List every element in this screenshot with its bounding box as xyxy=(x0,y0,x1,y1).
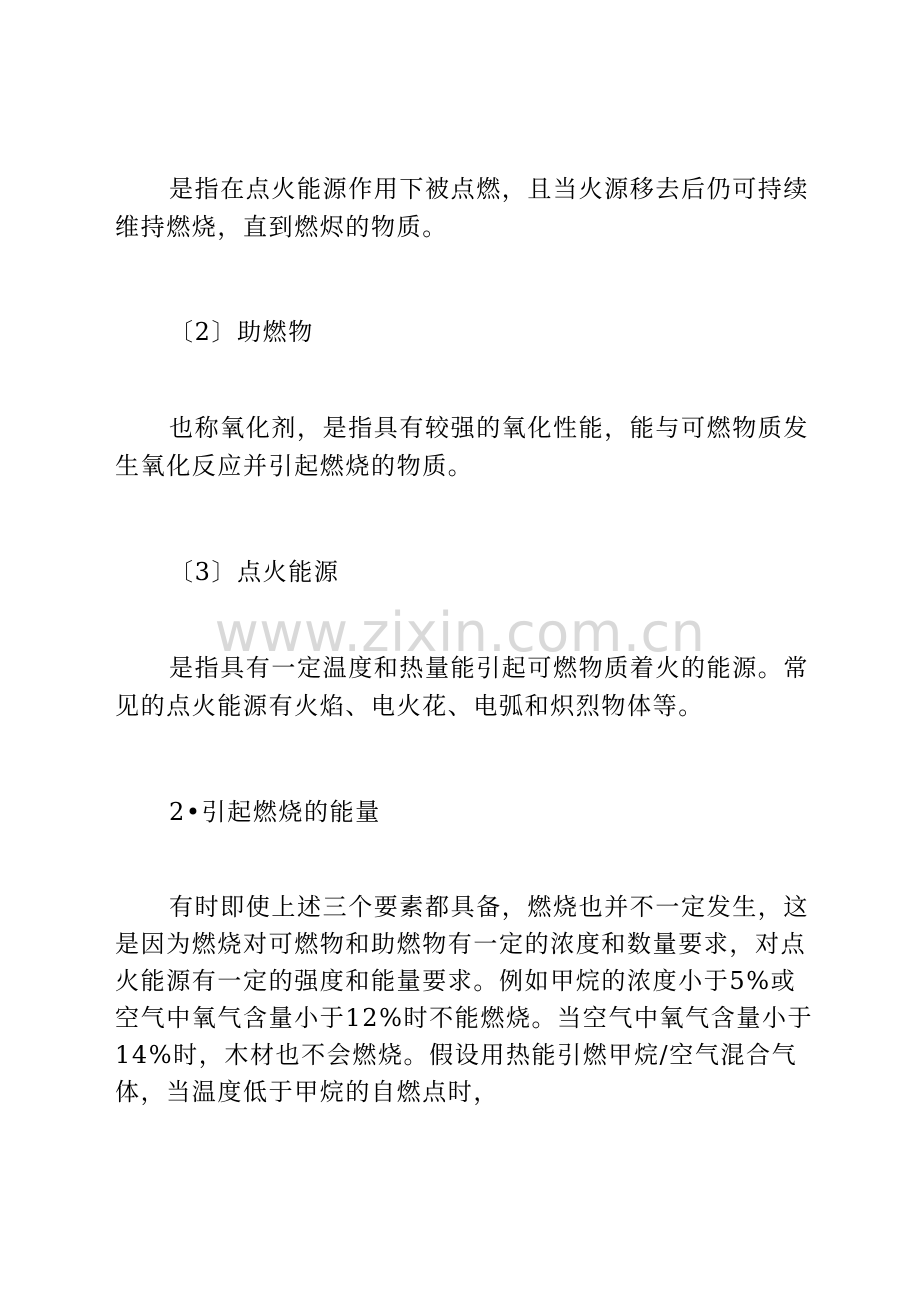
heading-ignition-energy: 2•引起燃烧的能量 xyxy=(169,798,381,826)
paragraph-oxidizer-definition: 也称氧化剂，是指具有较强的氧化性能，能与可燃物质发生氧化反应并引起燃烧的物质。 xyxy=(115,414,809,480)
paragraph-combustible-definition: 是指在点火能源作用下被点燃，且当火源移去后仍可持续维持燃烧，直到燃烬的物质。 xyxy=(115,175,809,241)
paragraph-ignition-energy-body: 有时即使上述三个要素都具备，燃烧也并不一定发生，这是因为燃烧对可燃物和助燃物有一定的浓度和数量要求，对点火能源有一定的强度和能量要求。例如甲烷的浓度小于5%或空气中氧气含量小于12%时不能燃烧。当空气中氧气含量小于14%时，木材也不会燃烧。假设用热能引燃甲烷/空气混合气体，当温度低于甲烷的自燃点时， xyxy=(115,893,814,1106)
watermark: www.zixin.com.cn xyxy=(214,601,706,664)
heading-ignition-source: 〔3〕点火能源 xyxy=(169,558,340,586)
paragraph-ignition-source-definition: 是指具有一定温度和热量能引起可燃物质着火的能源。常见的点火能源有火焰、电火花、电弧和炽烈物体等。 xyxy=(115,654,809,720)
heading-combustion-supporter: 〔2〕助燃物 xyxy=(169,318,314,346)
